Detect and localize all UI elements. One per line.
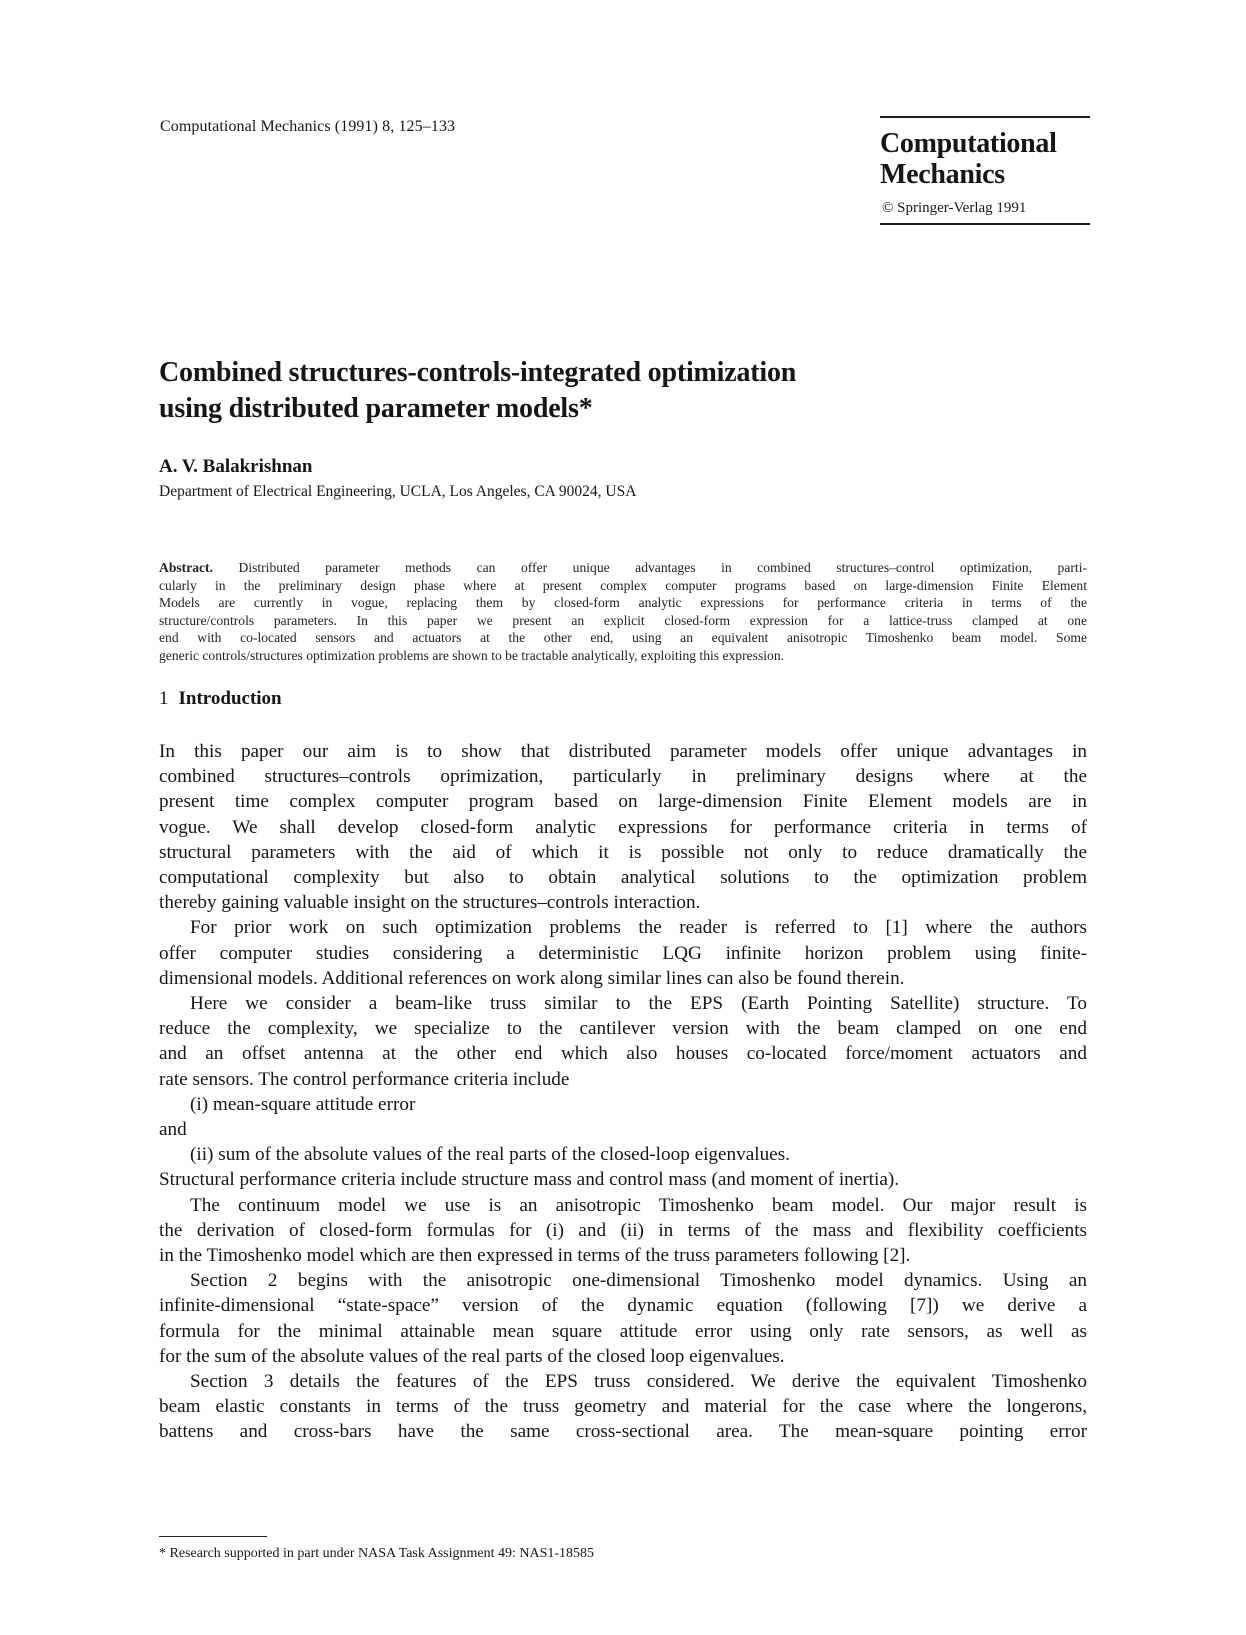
abstract-line: Models are currently in vogue, replacing them by closed-form analytic expressions for performance criteria in terms of the: [159, 595, 1087, 611]
body-line: offer computer studies considering a deterministic LQG infinite horizon problem using finite-: [159, 942, 1087, 964]
section-title: Introduction: [178, 688, 282, 709]
list-item: (i) mean-square attitude error: [190, 1093, 416, 1115]
body-text: [159, 739, 1087, 1445]
journal-masthead: [880, 116, 1090, 225]
body-line: For prior work on such optimization problems the reader is referred to [1] where the authors: [190, 917, 1087, 939]
body-line: formula for the minimal attainable mean square attitude error using only rate sensors, as well as: [159, 1320, 1087, 1342]
journal-citation: Computational Mechanics (1991) 8, 125–133: [160, 118, 456, 135]
body-line: beam elastic constants in terms of the truss geometry and material for the case where the longerons,: [159, 1396, 1087, 1418]
paper-title: [159, 355, 959, 427]
abstract-text: Distributed parameter methods can offer unique advantages in combined structures–control optimization, parti-: [212, 560, 1087, 575]
body-line: in the Timoshenko model which are then expressed in terms of the truss parameters following [2].: [159, 1245, 911, 1267]
abstract-label: Abstract.: [159, 560, 213, 575]
body-line: Here we consider a beam-like truss similar to the EPS (Earth Pointing Satellite) structure. To: [190, 993, 1087, 1015]
body-line: the derivation of closed-form formulas for (i) and (ii) in terms of the mass and flexibility coefficients: [159, 1219, 1087, 1241]
abstract-line: generic controls/structures optimization problems are shown to be tractable analytically, exploiting this expression.: [159, 647, 785, 663]
body-line: combined structures–controls oprimization, particularly in preliminary designs where at the: [159, 766, 1087, 788]
body-line: rate sensors. The control performance criteria include: [159, 1068, 570, 1090]
abstract-line: cularly in the preliminary design phase where at present complex computer programs based on large-dimension Finite Element: [159, 577, 1087, 593]
footnote: * Research supported in part under NASA Task Assignment 49: NAS1-18585: [159, 1546, 595, 1561]
body-line: dimensional models. Additional references on work along similar lines can also be found therein.: [159, 967, 905, 989]
abstract-line: [159, 559, 1087, 577]
body-line: and an offset antenna at the other end which also houses co-located force/moment actuators and: [159, 1043, 1087, 1065]
body-line: battens and cross-bars have the same cross-sectional area. The mean-square pointing error: [159, 1421, 1087, 1443]
author-name: A. V. Balakrishnan: [159, 456, 313, 477]
body-line: Section 3 details the features of the EPS truss considered. We derive the equivalent Timoshenko: [190, 1371, 1087, 1393]
body-line: reduce the complexity, we specialize to the cantilever version with the beam clamped on one end: [159, 1018, 1087, 1040]
body-line: present time complex computer program based on large-dimension Finite Element models are in: [159, 791, 1087, 813]
section-number: 1: [159, 688, 169, 709]
body-line: In this paper our aim is to show that distributed parameter models offer unique advantages in: [159, 741, 1087, 762]
body-line: vogue. We shall develop closed-form analytic expressions for performance criteria in terms of: [159, 816, 1087, 838]
body-line: thereby gaining valuable insight on the structures–controls interaction.: [159, 892, 701, 914]
title-line: Combined structures-controls-integrated optimization: [159, 357, 797, 388]
body-line: structural parameters with the aid of which it is possible not only to reduce dramatically the: [159, 841, 1087, 863]
body-line: Section 2 begins with the anisotropic one-dimensional Timoshenko model dynamics. Using an: [190, 1270, 1087, 1292]
abstract-line: structure/controls parameters. In this paper we present an explicit closed-form expression for a lattice-truss clamped at one: [159, 612, 1087, 628]
body-line: computational complexity but also to obtain analytical solutions to the optimization problem: [159, 867, 1087, 889]
author-affiliation: Department of Electrical Engineering, UCLA, Los Angeles, CA 90024, USA: [159, 483, 637, 500]
body-line: for the sum of the absolute values of the real parts of the closed loop eigenvalues.: [159, 1345, 785, 1367]
list-item: (ii) sum of the absolute values of the real parts of the closed-loop eigenvalues.: [190, 1144, 790, 1166]
abstract: [159, 559, 1087, 665]
section-heading: [159, 688, 282, 710]
abstract-line: end with co-located sensors and actuators at the other end, using an equivalent anisotropic Timoshenko beam model. Some: [159, 630, 1087, 646]
copyright-notice: © Springer-Verlag 1991: [882, 200, 1027, 216]
title-line: using distributed parameter models*: [159, 393, 593, 424]
footnote-divider: [159, 1536, 267, 1537]
body-line: Structural performance criteria include structure mass and control mass (and moment of inertia).: [159, 1169, 900, 1191]
journal-name: Computational Mechanics: [880, 128, 1057, 190]
body-line: and: [159, 1119, 187, 1141]
body-line: The continuum model we use is an anisotropic Timoshenko beam model. Our major result is: [190, 1194, 1087, 1216]
body-line: infinite-dimensional “state-space” version of the dynamic equation (following [7]) we derive a: [159, 1295, 1087, 1317]
